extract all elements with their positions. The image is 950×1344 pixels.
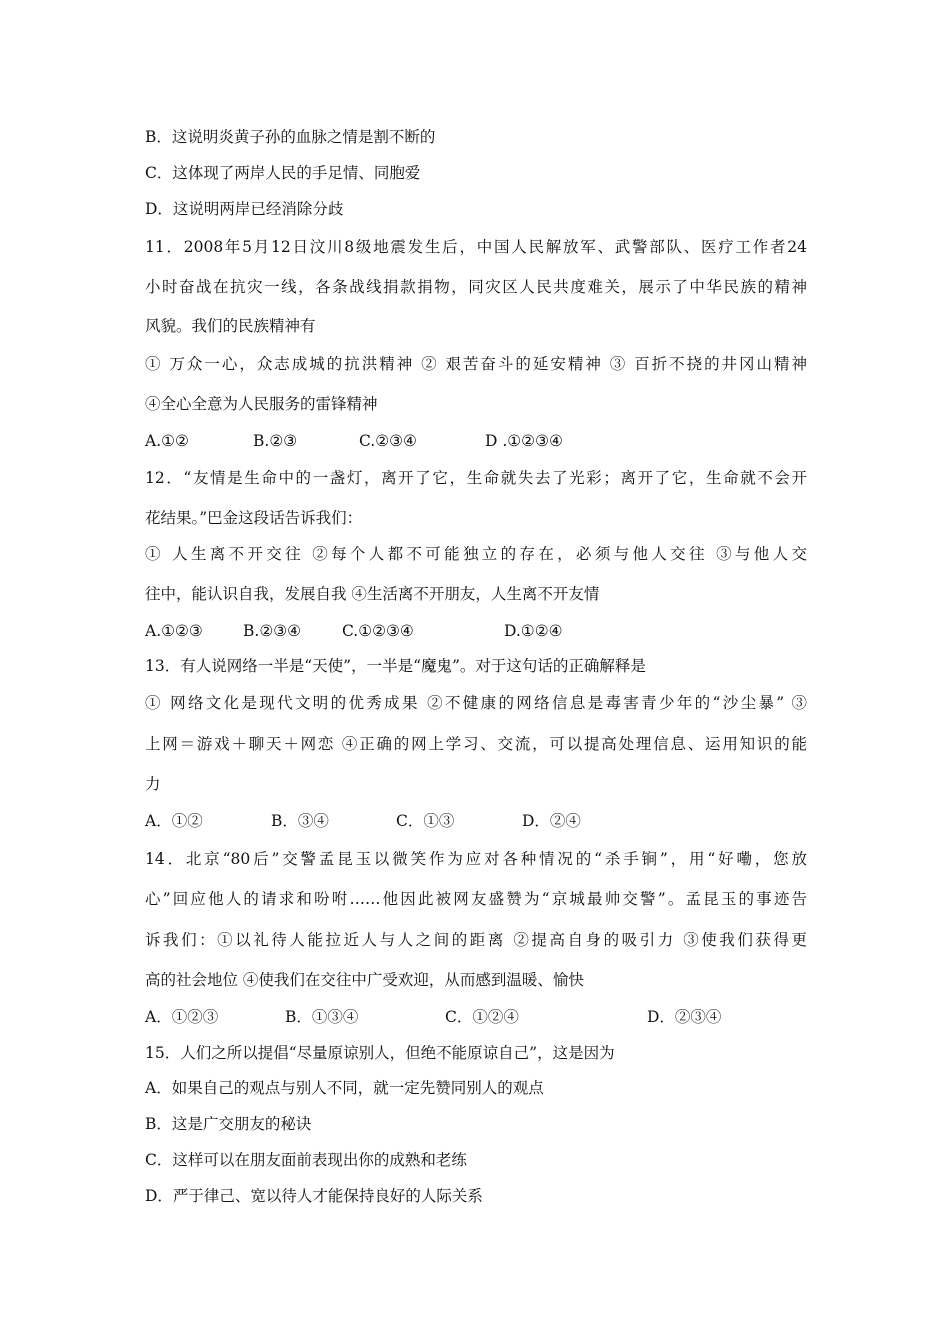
q13-choice-a: A．①② bbox=[145, 812, 203, 830]
q10-option-d: D．这说明两岸已经消除分歧 bbox=[145, 200, 344, 218]
q14-choice-d: D．②③④ bbox=[647, 1008, 722, 1026]
q11-stem-line-1: 11．2008年5月12日汶川8级地震发生后，中国人民解放军、武警部队、医疗工作者24 bbox=[145, 238, 807, 256]
q12-statement-line-1: ① 人生离不开交往 ②每个人都不可能独立的存在，必须与他人交往 ③与他人交 bbox=[145, 545, 807, 563]
q11-choice-b: B.②③ bbox=[253, 432, 298, 450]
q12-choices bbox=[145, 620, 563, 642]
q11-choice-a: A.①② bbox=[145, 432, 189, 450]
q12-stem-line-2: 花结果。”巴金这段话告诉我们： bbox=[145, 509, 363, 527]
q13-statement-line-2: 上网＝游戏＋聊天＋网恋 ④正确的网上学习、交流，可以提高处理信息、运用知识的能 bbox=[145, 735, 807, 753]
q14-stem-line-2: 心”回应他人的请求和吩咐……他因此被网友盛赞为“京城最帅交警”。孟昆玉的事迹告 bbox=[145, 890, 807, 908]
q11-statement-line-1: ① 万众一心，众志成城的抗洪精神 ② 艰苦奋斗的延安精神 ③ 百折不挠的井冈山精神 bbox=[145, 355, 807, 373]
q15-stem-line-1: 15．人们之所以提倡“尽量原谅别人，但绝不能原谅自己”，这是因为 bbox=[145, 1044, 615, 1062]
q12-stem-line-1: 12．“友情是生命中的一盏灯，离开了它，生命就失去了光彩；离开了它，生命就不会开 bbox=[145, 469, 807, 487]
q15-option-d: D．严于律己、宽以待人才能保持良好的人际关系 bbox=[145, 1187, 483, 1205]
q11-statement-line-2: ④全心全意为人民服务的雷锋精神 bbox=[145, 395, 378, 413]
q14-choice-b: B．①③④ bbox=[285, 1008, 359, 1026]
q12-choice-c: C.①②③④ bbox=[342, 622, 414, 640]
q11-stem-line-2: 小时奋战在抗灾一线，各条战线捐款捐物，同灾区人民共度难关，展示了中华民族的精神 bbox=[145, 278, 807, 296]
q11-choice-c: C.②③④ bbox=[359, 432, 417, 450]
q13-statement-line-1: ① 网络文化是现代文明的优秀成果 ②不健康的网络信息是毒害青少年的“沙尘暴” ③ bbox=[145, 694, 807, 712]
q10-option-b: B．这说明炎黄子孙的血脉之情是割不断的 bbox=[145, 128, 436, 146]
q13-choice-b: B．③④ bbox=[271, 812, 329, 830]
q15-option-b: B．这是广交朋友的秘诀 bbox=[145, 1115, 312, 1133]
q13-choice-d: D．②④ bbox=[522, 812, 581, 830]
q14-stem-line-4: 高的社会地位 ④使我们在交往中广受欢迎，从而感到温暖、愉快 bbox=[145, 971, 584, 989]
q12-choice-b: B.②③④ bbox=[243, 622, 302, 640]
q11-choices bbox=[145, 430, 563, 452]
q14-choice-c: C．①②④ bbox=[445, 1008, 519, 1026]
q14-stem-line-3: 诉我们：①以礼待人能拉近人与人之间的距离 ②提高自身的吸引力 ③使我们获得更 bbox=[145, 931, 807, 949]
q14-choices bbox=[145, 1006, 721, 1028]
q11-stem-line-3: 风貌。我们的民族精神有 bbox=[145, 317, 316, 335]
q10-option-c: C．这体现了两岸人民的手足情、同胞爱 bbox=[145, 164, 421, 182]
q12-choice-a: A.①②③ bbox=[145, 622, 203, 640]
q13-choice-c: C．①③ bbox=[396, 812, 455, 830]
q13-statement-line-3: 力 bbox=[145, 775, 161, 793]
q15-option-a: A．如果自己的观点与别人不同，就一定先赞同别人的观点 bbox=[145, 1079, 544, 1097]
q14-stem-line-1: 14．北京“80后”交警孟昆玉以微笑作为应对各种情况的“杀手锏”，用“好嘞，您放 bbox=[145, 850, 807, 868]
q14-choice-a: A．①②③ bbox=[145, 1008, 219, 1026]
q13-choices bbox=[145, 810, 581, 832]
q12-choice-d: D.①②④ bbox=[504, 622, 563, 640]
q13-stem-line-1: 13．有人说网络一半是“天使”，一半是“魔鬼”。对于这句话的正确解释是 bbox=[145, 657, 646, 675]
q15-option-c: C．这样可以在朋友面前表现出你的成熟和老练 bbox=[145, 1151, 467, 1169]
q12-statement-line-2: 往中，能认识自我，发展自我 ④生活离不开朋友，人生离不开友情 bbox=[145, 585, 600, 603]
q11-choice-d: D .①②③④ bbox=[485, 432, 563, 450]
